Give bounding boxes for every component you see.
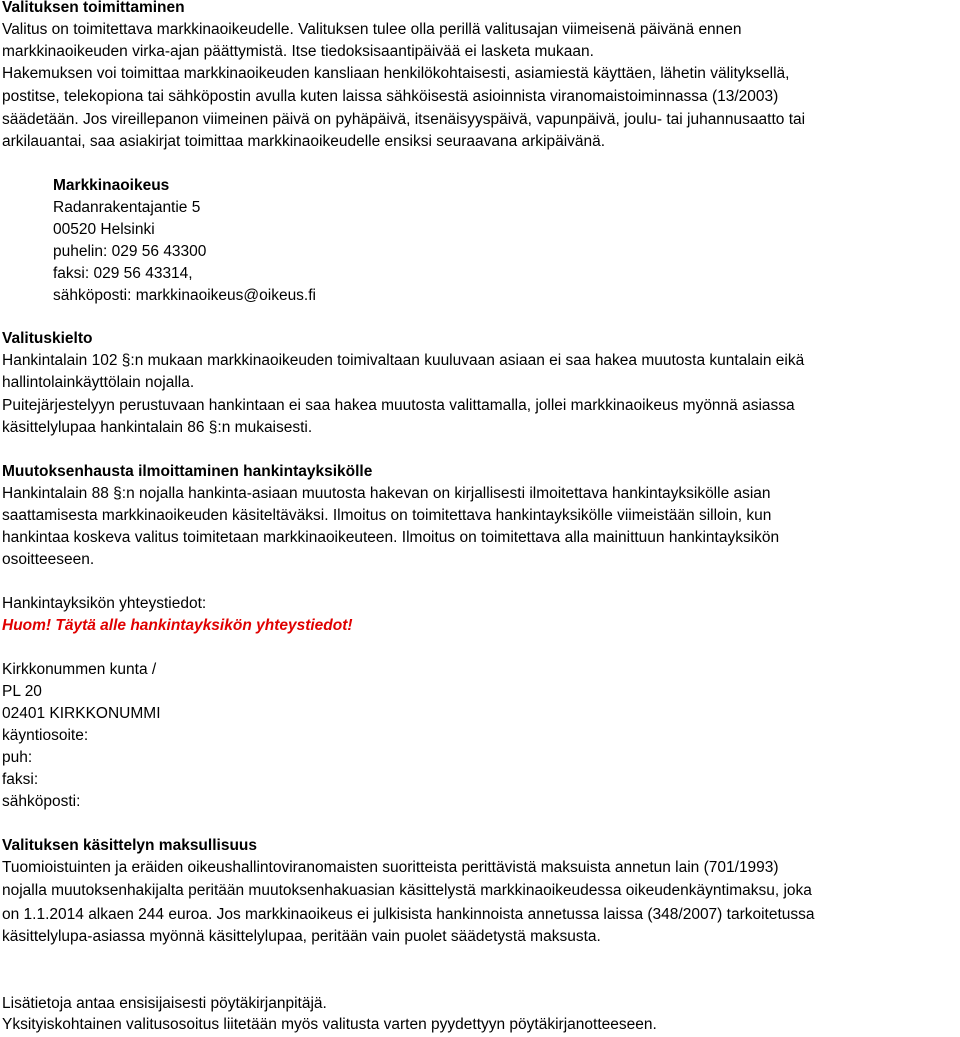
prohibition-text-line: Hankintalain 102 §:n mukaan markkinaoikeuden toimivaltaan kuuluvaan asiaan ei saa hakea muutosta kuntalain eikä: [2, 352, 805, 369]
fees-heading: Valituksen käsittelyn maksullisuus: [2, 837, 258, 854]
appeal-text-line: Hakemuksen voi toimittaa markkinaoikeuden kansliaan henkilökohtaisesti, asiamiestä käyttäen, lähetin välityksellä,: [2, 65, 790, 82]
unit-address-line: Kirkkonummen kunta /: [2, 661, 157, 678]
fees-text-line: käsittelylupa-asiassa myönnä käsittelylupaa, peritään vain puolet säädetystä maksusta.: [2, 928, 601, 945]
unit-fax: faksi:: [2, 771, 39, 788]
notice-text-line: hankintaa koskeva valitus toimitetaan markkinaoikeuteen. Ilmoitus on toimitettava alla mainittuun hankintayksikön: [2, 529, 780, 546]
unit-contact-warning: Huom! Täytä alle hankintayksikön yhteystiedot!: [2, 617, 353, 634]
footer-info-line: Lisätietoja antaa ensisijaisesti pöytäkirjanpitäjä.: [2, 995, 327, 1012]
prohibition-text-line: Puitejärjestelyyn perustuvaan hankintaan ei saa hakea muutosta valittamalla, jollei markkinaoikeus myönnä asiassa: [2, 397, 795, 414]
court-name: Markkinaoikeus: [53, 177, 170, 194]
appeal-text-line: Valitus on toimitettava markkinaoikeudelle. Valituksen tulee olla perillä valitusajan viimeisenä päivänä ennen: [2, 21, 742, 38]
footer-info-line: Yksityiskohtainen valitusosoitus liitetään myös valitusta varten pyydettyyn pöytäkirjanotteeseen.: [2, 1016, 657, 1033]
notice-text-line: Hankintalain 88 §:n nojalla hankinta-asiaan muutosta hakevan on kirjallisesti ilmoitettava hankintayksikölle asian: [2, 485, 771, 502]
notice-heading: Muutoksenhausta ilmoittaminen hankintayksikölle: [2, 463, 373, 480]
unit-phone: puh:: [2, 749, 33, 766]
prohibition-heading: Valituskielto: [2, 330, 93, 347]
prohibition-text-line: käsittelylupaa hankintalain 86 §:n mukaisesti.: [2, 419, 313, 436]
prohibition-text-line: hallintolainkäyttölain nojalla.: [2, 374, 195, 391]
appeal-text-line: arkilauantai, saa asiakirjat toimittaa markkinaoikeudelle ensiksi seuraavana arkipäivänä.: [2, 133, 606, 150]
court-fax: faksi: 029 56 43314,: [53, 265, 193, 282]
court-phone: puhelin: 029 56 43300: [53, 243, 207, 260]
court-street: Radanrakentajantie 5: [53, 199, 201, 216]
fees-text-line: Tuomioistuinten ja eräiden oikeushallintoviranomaisten suoritteista perittävistä maksuista annetun lain (701/1993): [2, 859, 779, 876]
unit-contact-label: Hankintayksikön yhteystiedot:: [2, 595, 207, 612]
appeal-heading: Valituksen toimittaminen: [2, 0, 185, 16]
notice-text-line: osoitteeseen.: [2, 551, 95, 568]
unit-address-line: 02401 KIRKKONUMMI: [2, 705, 161, 722]
unit-visiting-address: käyntiosoite:: [2, 727, 89, 744]
appeal-text-line: postitse, telekopiona tai sähköpostin avulla kuten laissa sähköisestä asioinnista viranomaistoiminnassa (13/2003): [2, 88, 779, 105]
unit-address-line: PL 20: [2, 683, 42, 700]
appeal-text-line: säädetään. Jos vireillepanon viimeinen päivä on pyhäpäivä, itsenäisyyspäivä, vapunpäivä, joulu- tai juhannusaatto tai: [2, 111, 806, 128]
court-email: sähköposti: markkinaoikeus@oikeus.fi: [53, 287, 316, 304]
fees-text-line: on 1.1.2014 alkaen 244 euroa. Jos markkinaoikeus ei julkisista hankinnoista annetussa laissa (348/2007) tarkoitetussa: [2, 906, 815, 923]
unit-email: sähköposti:: [2, 793, 81, 810]
court-postal: 00520 Helsinki: [53, 221, 155, 238]
notice-text-line: saattamisesta markkinaoikeuden käsiteltäväksi. Ilmoitus on toimitettava hankintayksikölle viimeistään silloin, kun: [2, 507, 772, 524]
fees-text-line: nojalla muutoksenhakijalta peritään muutoksenhakuasian käsittelystä markkinaoikeudessa oikeudenkäyntimaksu, joka: [2, 882, 812, 899]
appeal-text-line: markkinaoikeuden virka-ajan päättymistä. Itse tiedoksisaantipäivää ei lasketa mukaan.: [2, 43, 594, 60]
